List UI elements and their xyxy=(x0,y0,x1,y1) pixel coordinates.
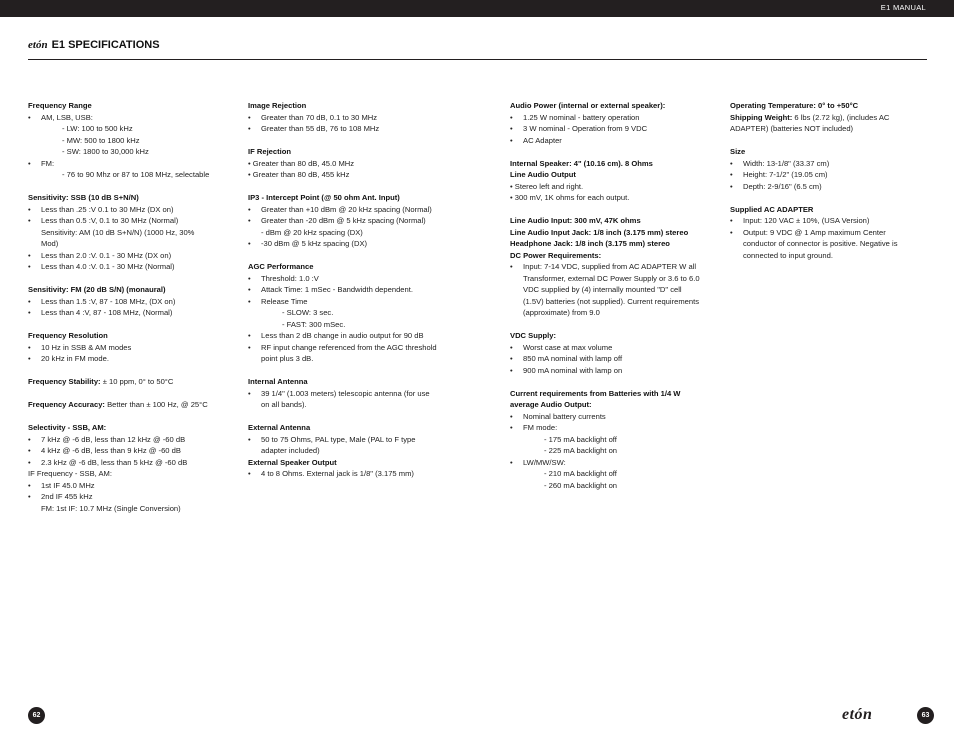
list-item: • Height: 7-1/2" (19.05 cm) xyxy=(730,169,930,181)
list-item: • Less than .25 :V 0.1 to 30 MHz (DX on) xyxy=(28,204,228,216)
list-item: • -30 dBm @ 5 kHz spacing (DX) xyxy=(248,238,448,250)
list-item: • 900 mA nominal with lamp on xyxy=(510,365,715,377)
list-subitem: - 175 mA backlight off xyxy=(544,434,617,444)
list-item: • Less than 2 dB change in audio output for 90 dB xyxy=(248,330,448,342)
list-item: • Less than 0.5 :V, 0.1 to 30 MHz (Normal) xyxy=(28,215,228,227)
list-item: • 300 mV, 1K ohms for each output. xyxy=(510,193,630,202)
sensitivity-ssb-section xyxy=(28,192,228,273)
spec-column-1 xyxy=(28,100,228,526)
list-continuation: Sensitivity: AM (10 dB S+N/N) (1000 Hz, 30% xyxy=(41,227,195,237)
list-item: • Nominal battery currents xyxy=(510,411,715,423)
section-heading: IF Rejection xyxy=(248,147,292,156)
list-item: • Depth: 2-9/16" (6.5 cm) xyxy=(730,181,930,193)
list-item: • AM, LSB, USB: xyxy=(28,112,228,124)
list-item: • Attack Time: 1 mSec - Bandwidth dependent. xyxy=(248,284,448,296)
external-antenna-section xyxy=(248,422,448,457)
spec-column-4 xyxy=(730,100,930,273)
frequency-stability-section xyxy=(28,376,228,388)
list-item: • FM mode: xyxy=(510,422,715,434)
section-heading: Line Audio Input: 300 mV, 47K ohms xyxy=(510,216,641,225)
spec-value: 6 lbs (2.72 kg), (includes AC xyxy=(792,112,890,122)
section-heading: Operating Temperature: 0° to +50°C xyxy=(730,101,859,110)
list-item: • Greater than +10 dBm @ 20 kHz spacing (Normal) xyxy=(248,204,448,216)
list-item: • LW/MW/SW: xyxy=(510,457,715,469)
frequency-accuracy-section xyxy=(28,399,228,411)
ac-adapter-section xyxy=(730,204,930,262)
list-continuation: point plus 3 dB. xyxy=(261,354,314,363)
spec-column-3 xyxy=(510,100,715,503)
spec-value: ± 10 ppm, 0° to 50°C xyxy=(100,377,174,386)
list-item: • 7 kHz @ -6 dB, less than 12 kHz @ -60 dB xyxy=(28,434,228,446)
list-item: • 50 to 75 Ohms, PAL type, Male (PAL to F type xyxy=(248,434,448,446)
list-item: • Width: 13-1/8" (33.37 cm) xyxy=(730,158,930,170)
section-heading: DC Power Requirements: xyxy=(510,250,602,260)
eton-logo: etón xyxy=(842,706,873,723)
list-item: • Stereo left and right. xyxy=(510,181,584,191)
list-item: • Output: 9 VDC @ 1 Amp maximum Center xyxy=(730,227,930,239)
manual-label: E1 MANUAL xyxy=(880,3,926,12)
list-item: • Greater than 80 dB, 45.0 MHz xyxy=(248,158,355,168)
section-heading: Selectivity - SSB, AM: xyxy=(28,423,107,432)
list-item: • Less than 1.5 :V, 87 - 108 MHz, (DX on) xyxy=(28,296,228,308)
page-number-right: 63 xyxy=(917,707,934,724)
list-item: • Input: 120 VAC ± 10%, (USA Version) xyxy=(730,215,930,227)
page-number-left: 62 xyxy=(28,707,45,724)
section-heading: Shipping Weight: xyxy=(730,112,793,122)
size-section xyxy=(730,146,930,192)
section-heading: Image Rejection xyxy=(248,101,307,110)
audio-power-section xyxy=(510,100,715,146)
section-heading: Headphone Jack: 1/8 inch (3.175 mm) stereo xyxy=(510,239,670,248)
selectivity-section xyxy=(28,422,228,514)
list-item: • Greater than -20 dBm @ 5 kHz spacing (Normal) xyxy=(248,215,448,227)
section-heading: average Audio Output: xyxy=(510,400,592,409)
list-item: • Greater than 70 dB, 0.1 to 30 MHz xyxy=(248,112,448,124)
header-divider xyxy=(28,59,927,60)
section-heading: Size xyxy=(730,147,746,156)
list-item: • 2nd IF 455 kHz xyxy=(28,491,228,503)
list-item: • Release Time xyxy=(248,296,448,308)
list-item: • 4 to 8 Ohms. External jack is 1/8" (3.175 mm) xyxy=(248,468,448,480)
list-item: • Less than 4 :V, 87 - 108 MHz, (Normal) xyxy=(28,307,228,319)
page-title xyxy=(28,39,160,51)
section-heading: Frequency Stability: xyxy=(28,377,101,386)
spec-column-2 xyxy=(248,100,448,491)
list-subitem: - SW: 1800 to 30,000 kHz xyxy=(62,147,149,156)
list-item: • 3 W nominal - Operation from 9 VDC xyxy=(510,123,715,135)
ip3-section xyxy=(248,192,448,250)
list-subitem: - MW: 500 to 1800 kHz xyxy=(62,135,140,145)
list-subitem: - FAST: 300 mSec. xyxy=(282,319,346,329)
list-subitem: - LW: 100 to 500 kHz xyxy=(62,124,133,133)
section-heading: Current requirements from Batteries with 1/4 W xyxy=(510,388,681,398)
list-continuation: - dBm @ 20 kHz spacing (DX) xyxy=(261,227,363,237)
list-subitem: - 225 mA backlight on xyxy=(544,446,618,455)
section-heading: Internal Antenna xyxy=(248,377,308,386)
section-heading: Line Audio Output xyxy=(510,170,576,179)
brand-name: etón xyxy=(28,39,48,51)
list-item: • 850 mA nominal with lamp off xyxy=(510,353,715,365)
section-heading: IP3 - Intercept Point (@ 50 ohm Ant. Input) xyxy=(248,193,400,202)
spec-value: Better than ± 100 Hz, @ 25°C xyxy=(104,400,208,409)
list-item: • 4 kHz @ -6 dB, less than 9 kHz @ -60 dB xyxy=(28,445,228,457)
list-continuation: on all bands). xyxy=(261,400,307,409)
external-speaker-section xyxy=(248,457,448,480)
section-heading: Frequency Range xyxy=(28,101,92,110)
sub-label: IF Frequency - SSB, AM: xyxy=(28,469,112,478)
list-item: • FM: xyxy=(28,158,228,170)
top-bar xyxy=(0,0,954,17)
if-rejection-section xyxy=(248,146,448,181)
temperature-weight-section xyxy=(730,100,930,135)
spec-value: ADAPTER) (batteries NOT included) xyxy=(730,124,854,133)
list-continuation: (approximate) from 9.0 xyxy=(523,308,600,317)
list-continuation: (1.5V) batteries (not supplied). Current requirements xyxy=(523,296,700,306)
list-continuation: conductor of connector is positive. Negative is xyxy=(743,239,898,248)
frequency-resolution-section xyxy=(28,330,228,365)
list-item: • 1st IF 45.0 MHz xyxy=(28,480,228,492)
list-item: • Less than 4.0 :V. 0.1 - 30 MHz (Normal) xyxy=(28,261,228,273)
list-item: • Threshold: 1.0 :V xyxy=(248,273,448,285)
speaker-line-out-section xyxy=(510,158,715,204)
list-subitem: - 260 mA backlight on xyxy=(544,480,618,490)
list-subitem: - SLOW: 3 sec. xyxy=(282,308,334,317)
inputs-dc-power-section xyxy=(510,215,715,319)
list-continuation: adapter included) xyxy=(261,446,320,455)
list-item: • Greater than 80 dB, 455 kHz xyxy=(248,170,350,179)
section-heading: VDC Supply: xyxy=(510,331,556,340)
list-item: • Greater than 55 dB, 76 to 108 MHz xyxy=(248,123,448,135)
section-heading: Sensitivity: SSB (10 dB S+N/N) xyxy=(28,193,139,202)
section-title: E1 SPECIFICATIONS xyxy=(51,39,160,51)
list-item: • AC Adapter xyxy=(510,135,715,147)
section-heading: Line Audio Input Jack: 1/8 inch (3.175 mm) stereo xyxy=(510,227,689,237)
list-item: • 39 1/4" (1.003 meters) telescopic antenna (for use xyxy=(248,388,448,400)
section-heading: Supplied AC ADAPTER xyxy=(730,204,814,214)
section-heading: Frequency Accuracy: xyxy=(28,400,105,409)
image-rejection-section xyxy=(248,100,448,135)
list-continuation: FM: 1st IF: 10.7 MHz (Single Conversion) xyxy=(41,503,181,513)
list-item: • 10 Hz in SSB & AM modes xyxy=(28,342,228,354)
list-item: • Less than 2.0 :V. 0.1 - 30 MHz (DX on) xyxy=(28,250,228,262)
battery-current-section xyxy=(510,388,715,492)
section-heading: AGC Performance xyxy=(248,262,314,271)
list-item: • 20 kHz in FM mode. xyxy=(28,353,228,365)
vdc-supply-section xyxy=(510,330,715,376)
section-heading: External Speaker Output xyxy=(248,457,337,467)
section-heading: Audio Power (internal or external speaker): xyxy=(510,101,666,110)
section-heading: Internal Speaker: 4" (10.16 cm). 8 Ohms xyxy=(510,158,653,168)
agc-performance-section xyxy=(248,261,448,365)
list-continuation: connected to input ground. xyxy=(743,250,833,260)
list-continuation: VDC supplied by (4) internally mounted "D" cell xyxy=(523,285,682,294)
list-continuation: Transformer, external DC Power Supply or 3.6 to 6.0 xyxy=(523,273,700,283)
list-item: • 2.3 kHz @ -6 dB, less than 5 kHz @ -60 dB xyxy=(28,457,228,469)
section-heading: External Antenna xyxy=(248,423,311,432)
list-item: • Input: 7-14 VDC, supplied from AC ADAPTER W all xyxy=(510,261,715,273)
list-item: • RF input change referenced from the AGC threshold xyxy=(248,342,448,354)
list-continuation: Mod) xyxy=(41,239,59,248)
internal-antenna-section xyxy=(248,376,448,411)
list-subitem: - 210 mA backlight off xyxy=(544,469,617,478)
list-item: • 1.25 W nominal - battery operation xyxy=(510,112,715,124)
frequency-range-section xyxy=(28,100,228,181)
list-subitem: - 76 to 90 Mhz or 87 to 108 MHz, selectable xyxy=(62,170,210,179)
section-heading: Sensitivity: FM (20 dB S/N) (monaural) xyxy=(28,285,166,294)
section-heading: Frequency Resolution xyxy=(28,331,108,340)
list-item: • Worst case at max volume xyxy=(510,342,715,354)
sensitivity-fm-section xyxy=(28,284,228,319)
